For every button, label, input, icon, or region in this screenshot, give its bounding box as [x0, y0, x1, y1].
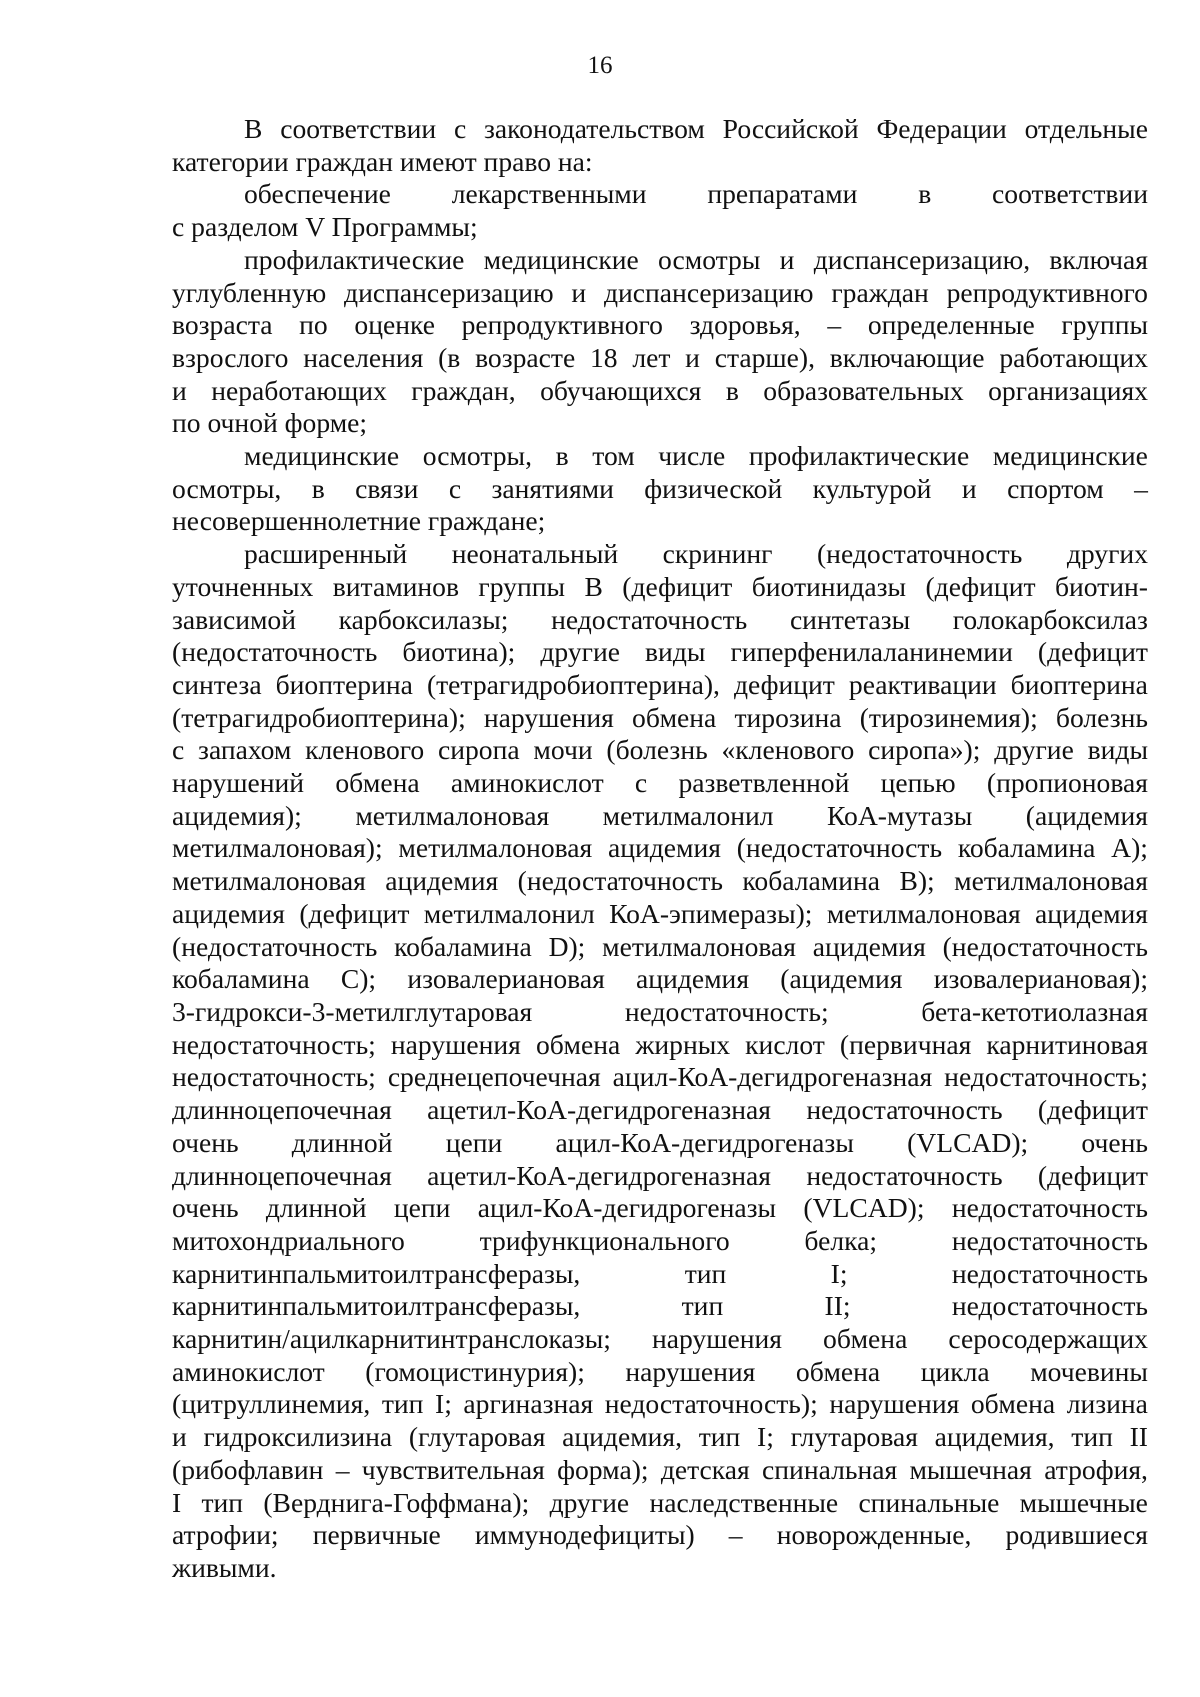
- paragraph-screening: [172, 538, 1148, 1585]
- text-line: недостаточность; среднецепочечная ацил-КоА-дегидрогеназная недостаточность;: [172, 1061, 1148, 1093]
- paragraph-intro: [172, 113, 1148, 178]
- text-line: нарушений обмена аминокислот с разветвленной цепью (пропионовая: [172, 767, 1148, 799]
- text-line: очень длинной цепи ацил-КоА-дегидрогеназы (VLCAD); очень: [172, 1126, 1148, 1158]
- text-line: углубленную диспансеризацию и диспансеризацию граждан репродуктивного: [172, 276, 1148, 308]
- text-line: профилактические медицинские осмотры и диспансеризацию, включая: [244, 243, 1148, 275]
- text-line: взрослого населения (в возрасте 18 лет и старше), включающие работающих: [172, 341, 1148, 373]
- text-line: длинноцепочечная ацетил-КоА-дегидрогеназная недостаточность (дефицит: [172, 1094, 1148, 1126]
- text-line: осмотры, в связи с занятиями физической культурой и спортом –: [172, 472, 1148, 504]
- text-line: категории граждан имеют право на:: [172, 145, 593, 177]
- text-line: (рибофлавин – чувствительная форма); детская спинальная мышечная атрофия,: [172, 1453, 1148, 1485]
- text-line: и неработающих граждан, обучающихся в образовательных организациях: [172, 374, 1148, 406]
- text-line: медицинские осмотры, в том числе профилактические медицинские: [244, 440, 1148, 472]
- text-line: (тетрагидробиоптерина); нарушения обмена тирозина (тирозинемия); болезнь: [172, 701, 1148, 733]
- text-line: живыми.: [172, 1551, 277, 1583]
- text-line: возраста по оценке репродуктивного здоровья, – определенные группы: [172, 309, 1148, 341]
- text-line: уточненных витаминов группы B (дефицит биотинидазы (дефицит биотин-: [172, 570, 1148, 602]
- text-line: (недостаточность биотина); другие виды гиперфенилаланинемии (дефицит: [172, 636, 1148, 668]
- text-line: длинноцепочечная ацетил-КоА-дегидрогеназная недостаточность (дефицит: [172, 1159, 1148, 1191]
- text-line: несовершеннолетние граждане;: [172, 505, 546, 537]
- text-line: I тип (Верднига-Гоффмана); другие наследственные спинальные мышечные: [172, 1486, 1148, 1518]
- text-line: 3-гидрокси-3-метилглутаровая недостаточность; бета-кетотиолазная: [172, 995, 1148, 1027]
- text-line: и гидроксилизина (глутаровая ацидемия, тип I; глутаровая ацидемия, тип II: [172, 1421, 1148, 1453]
- text-line: (цитруллинемия, тип I; аргиназная недостаточность); нарушения обмена лизина: [172, 1388, 1148, 1420]
- text-line: с разделом V Программы;: [172, 211, 478, 243]
- paragraph-drugs: [172, 178, 1148, 243]
- text-line: карнитинпальмитоилтрансферазы, тип I; недостаточность: [172, 1257, 1148, 1289]
- text-line: с запахом кленового сиропа мочи (болезнь «кленового сиропа»); другие виды: [172, 734, 1148, 766]
- text-line: очень длинной цепи ацил-КоА-дегидрогеназы (VLCAD); недостаточность: [172, 1192, 1148, 1224]
- page-number: 16: [587, 52, 613, 79]
- text-line: карнитинпальмитоилтрансферазы, тип II; недостаточность: [172, 1290, 1148, 1322]
- text-line: метилмалоновая); метилмалоновая ацидемия (недостаточность кобаламина A);: [172, 832, 1148, 864]
- paragraph-minors: [172, 440, 1148, 538]
- text-line: (недостаточность кобаламина D); метилмалоновая ацидемия (недостаточность: [172, 930, 1148, 962]
- document-body: [172, 113, 1148, 1585]
- text-line: недостаточность; нарушения обмена жирных кислот (первичная карнитиновая: [172, 1028, 1148, 1060]
- text-line: обеспечение лекарственными препаратами в соответствии: [244, 178, 1148, 210]
- text-line: карнитин/ацилкарнитинтранслоказы; нарушения обмена серосодержащих: [172, 1323, 1148, 1355]
- text-line: аминокислот (гомоцистинурия); нарушения обмена цикла мочевины: [172, 1355, 1148, 1387]
- text-line: ацидемия (дефицит метилмалонил КоА-эпимеразы); метилмалоновая ацидемия: [172, 897, 1148, 929]
- text-line: по очной форме;: [172, 407, 368, 439]
- text-line: метилмалоновая ацидемия (недостаточность кобаламина B); метилмалоновая: [172, 865, 1148, 897]
- text-line: ацидемия); метилмалоновая метилмалонил КоА-мутазы (ацидемия: [172, 799, 1148, 831]
- text-line: расширенный неонатальный скрининг (недостаточность других: [244, 538, 1148, 570]
- text-line: синтеза биоптерина (тетрагидробиоптерина), дефицит реактивации биоптерина: [172, 668, 1148, 700]
- text-line: кобаламина C); изовалериановая ацидемия (ацидемия изовалериановая);: [172, 963, 1148, 995]
- text-line: В соответствии с законодательством Российской Федерации отдельные: [244, 113, 1148, 144]
- paragraph-checkups: [172, 244, 1148, 440]
- text-line: митохондриального трифункционального белка; недостаточность: [172, 1224, 1148, 1256]
- text-line: зависимой карбоксилазы; недостаточность синтетазы голокарбоксилаз: [172, 603, 1148, 635]
- text-line: атрофии; первичные иммунодефициты) – новорожденные, родившиеся: [172, 1519, 1148, 1551]
